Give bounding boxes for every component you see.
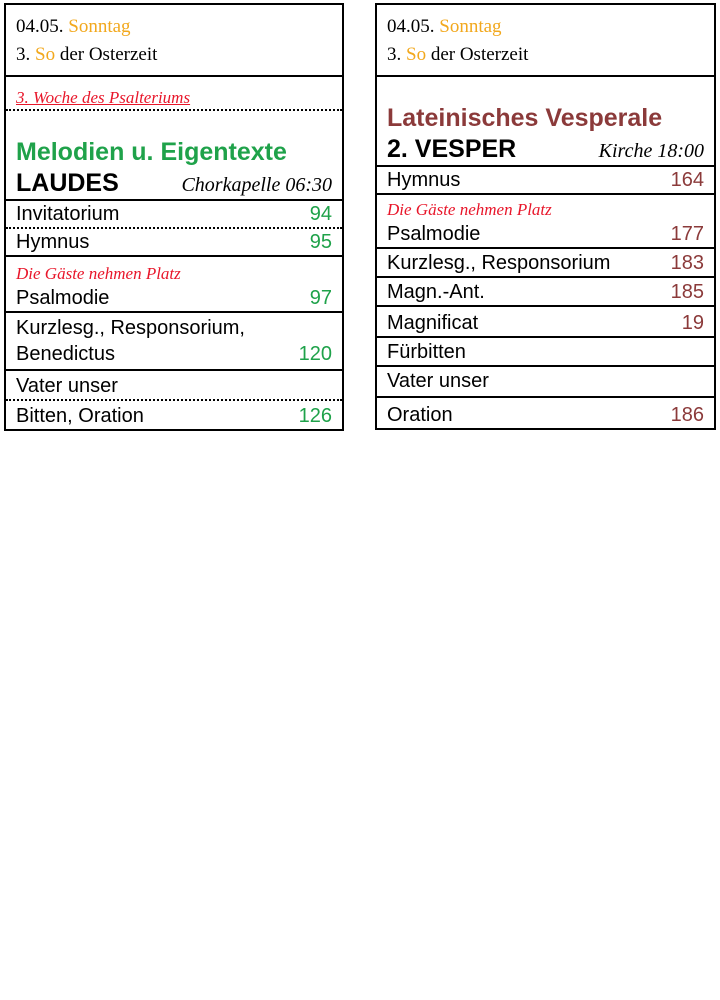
list-item [377,193,714,247]
list-item [377,165,714,193]
vesper-card [375,3,716,430]
list-item [6,369,342,399]
item-label: Benedictus [16,343,115,365]
list-item [6,311,342,369]
date-header [377,5,714,75]
item-label: Vater unser [16,375,118,397]
list-item [377,336,714,365]
item-label: Vater unser [387,370,489,392]
season-abbr: So [406,44,427,65]
title-section [6,109,342,199]
season-number: 3. [16,44,31,65]
item-label: Kurzlesg., Responsorium, [16,317,245,339]
item-label: Hymnus [16,231,90,253]
laudes-card [4,3,344,431]
item-page: 185 [670,281,704,303]
item-label: Bitten, Oration [16,405,144,427]
place-time: Chorkapelle 06:30 [181,174,332,196]
book-title: Melodien u. Eigentexte [16,138,287,166]
item-label: Magnificat [387,312,479,334]
item-label: Oration [387,404,453,426]
list-item [377,247,714,276]
list-item [377,276,714,305]
item-page: 94 [309,203,332,225]
item-page: 177 [670,223,704,245]
list-item [6,255,342,311]
list-item [377,365,714,396]
office-row [377,133,714,165]
list-item [377,305,714,336]
date-header [6,5,342,75]
item-page: 95 [309,231,332,253]
office-name: 2. VESPER [387,135,517,163]
season-number: 3. [387,44,402,65]
item-label: Psalmodie [387,223,481,245]
item-page: 183 [670,252,704,274]
item-page: 126 [298,405,332,427]
list-item [6,199,342,227]
item-page: 164 [670,169,704,191]
item-label: Fürbitten [387,341,466,363]
item-label: Magn.-Ant. [387,281,485,303]
office-row [6,167,342,199]
item-page: 19 [681,312,704,334]
item-page: 120 [298,343,332,365]
item-label: Invitatorium [16,203,120,225]
item-label: Hymnus [387,169,461,191]
psalter-note: 3. Woche des Psalteriums [16,88,191,107]
guest-note: Die Gäste nehmen Platz [387,200,552,219]
psalter-section [6,75,342,109]
item-label: Kurzlesg., Responsorium [387,252,611,274]
book-title: Lateinisches Vesperale [387,104,663,132]
guest-note: Die Gäste nehmen Platz [16,264,181,283]
season-abbr: So [35,44,56,65]
season-text: der Osterzeit [430,44,529,65]
list-item [377,396,714,428]
title-section [377,75,714,165]
list-item [6,227,342,255]
place-time: Kirche 18:00 [598,140,704,162]
item-page: 97 [309,287,332,309]
date: 04.05. [16,16,64,37]
date: 04.05. [387,16,435,37]
day-name: Sonntag [68,16,131,37]
day-name: Sonntag [439,16,502,37]
list-item [6,399,342,429]
office-name: LAUDES [16,169,119,197]
item-label: Psalmodie [16,287,110,309]
season-text: der Osterzeit [59,44,158,65]
item-page: 186 [670,404,704,426]
